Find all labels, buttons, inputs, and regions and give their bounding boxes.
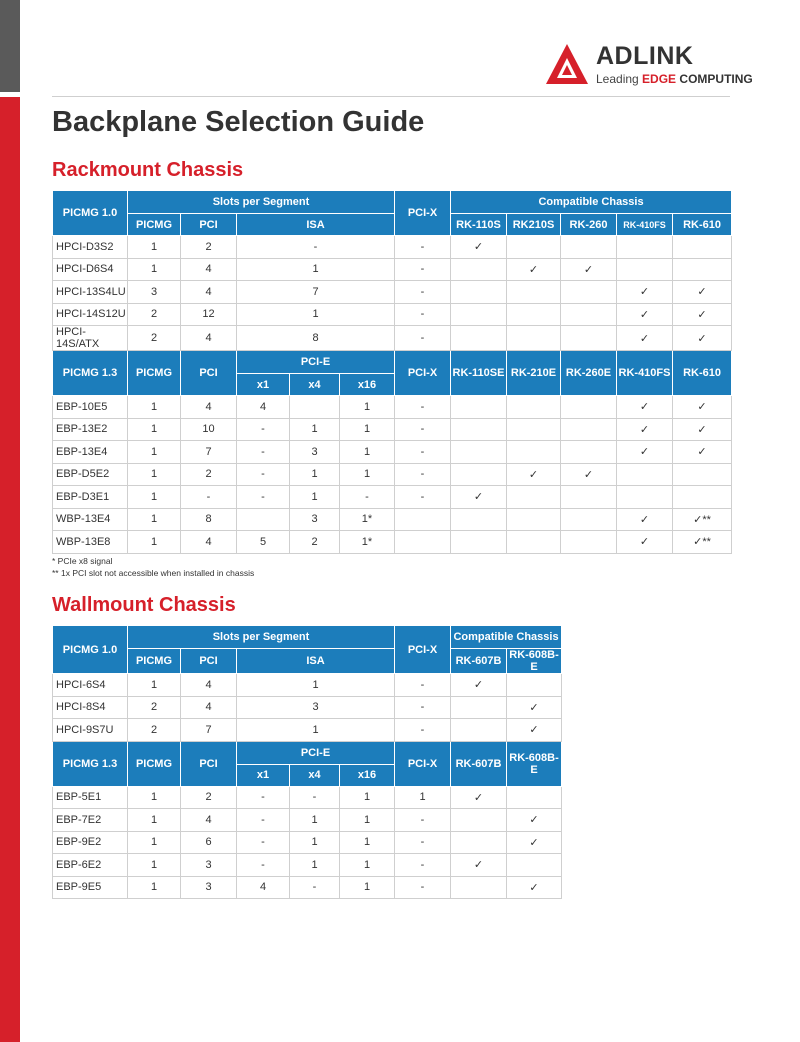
col-pcix: PCI-X — [395, 351, 451, 396]
table-row — [53, 303, 732, 326]
col-picmg: PICMG — [128, 351, 181, 396]
table-cell: 4 — [181, 531, 237, 554]
model-name: EBP-10E5 — [53, 396, 128, 419]
table-cell: - — [395, 486, 451, 509]
table-cell — [451, 696, 507, 719]
table-cell: - — [395, 281, 451, 304]
table-cell: 1 — [340, 854, 395, 877]
col-pci: PCI — [181, 214, 237, 236]
table-cell: ✓ — [673, 418, 732, 441]
table-cell: 3 — [290, 508, 340, 531]
col-chassis: RK-110S — [451, 214, 507, 236]
table-cell: - — [395, 809, 451, 832]
col-pcie-x16: x16 — [340, 374, 395, 396]
table-cell: ✓ — [507, 696, 562, 719]
table-cell — [561, 441, 617, 464]
table-row — [53, 326, 732, 351]
col-chassis: RK-610 — [673, 351, 732, 396]
col-picmg13: PICMG 1.3 — [53, 741, 128, 786]
table-cell — [507, 531, 561, 554]
table-cell: - — [395, 236, 451, 259]
table-cell: ✓ — [617, 396, 673, 419]
adlink-logo — [546, 42, 753, 90]
table-cell: 3 — [237, 696, 395, 719]
table-cell: 1 — [340, 418, 395, 441]
table-cell: - — [395, 674, 451, 697]
table-cell — [561, 326, 617, 351]
table-row — [53, 441, 732, 464]
rackmount-table — [52, 190, 732, 554]
model-name: HPCI-9S7U — [53, 719, 128, 742]
table-cell: - — [395, 258, 451, 281]
table-cell: - — [395, 696, 451, 719]
table-cell: 2 — [181, 463, 237, 486]
table-cell: - — [237, 809, 290, 832]
table-cell: 1 — [128, 854, 181, 877]
model-name: EBP-7E2 — [53, 809, 128, 832]
col-picmg: PICMG — [128, 214, 181, 236]
col-picmg: PICMG — [128, 649, 181, 674]
table-cell — [561, 531, 617, 554]
page-title: Backplane Selection Guide — [52, 106, 425, 138]
table-cell: ✓** — [673, 508, 732, 531]
table-cell: 1 — [340, 396, 395, 419]
table-cell — [507, 281, 561, 304]
table-row — [53, 486, 732, 509]
table-cell: 2 — [181, 236, 237, 259]
table-cell: ✓ — [561, 258, 617, 281]
table-cell: 1 — [290, 854, 340, 877]
table-cell — [507, 236, 561, 259]
table-row — [53, 531, 732, 554]
table-cell — [451, 258, 507, 281]
table-cell: - — [237, 831, 290, 854]
table-cell: 2 — [181, 786, 237, 809]
table-cell: ✓ — [507, 831, 562, 854]
col-pcix: PCI-X — [395, 191, 451, 236]
table-cell: 1 — [395, 786, 451, 809]
table-cell: ✓ — [451, 236, 507, 259]
col-chassis: RK-608B-E — [507, 649, 562, 674]
col-pci: PCI — [181, 741, 237, 786]
table-cell: - — [395, 326, 451, 351]
table-cell — [673, 486, 732, 509]
table-cell — [617, 486, 673, 509]
table-cell — [561, 418, 617, 441]
table-cell: - — [237, 486, 290, 509]
table-cell: - — [340, 486, 395, 509]
table-cell: 3 — [128, 281, 181, 304]
table-cell: 4 — [181, 674, 237, 697]
table-cell: 7 — [181, 441, 237, 464]
table-cell: 5 — [237, 531, 290, 554]
col-chassis: RK-410FS — [617, 214, 673, 236]
col-chassis: RK210S — [507, 214, 561, 236]
table-cell: 2 — [128, 303, 181, 326]
col-chassis: RK-410FS — [617, 351, 673, 396]
table-cell — [673, 258, 732, 281]
table-cell — [561, 396, 617, 419]
col-chassis: RK-607B — [451, 741, 507, 786]
footnote: * PCIe x8 signal — [52, 556, 113, 566]
col-chassis: RK-210E — [507, 351, 561, 396]
table-cell: - — [395, 854, 451, 877]
col-chassis: RK-608B-E — [507, 741, 562, 786]
col-picmg10: PICMG 1.0 — [53, 626, 128, 674]
page-edge-red — [0, 97, 20, 1042]
table-cell — [451, 809, 507, 832]
table-cell: ✓ — [617, 441, 673, 464]
col-slots-per-segment: Slots per Segment — [128, 626, 395, 649]
table-cell — [451, 531, 507, 554]
model-name: EBP-D5E2 — [53, 463, 128, 486]
col-isa: ISA — [237, 649, 395, 674]
table-row — [53, 876, 562, 899]
table-cell: 1 — [128, 418, 181, 441]
table-row — [53, 236, 732, 259]
col-pcie-x4: x4 — [290, 764, 340, 786]
table-cell: 1 — [128, 463, 181, 486]
col-pcix: PCI-X — [395, 626, 451, 674]
footnotes — [52, 555, 254, 579]
table-row — [53, 719, 562, 742]
table-cell — [451, 719, 507, 742]
model-name: HPCI-14S/ATX — [53, 326, 128, 351]
table-cell: ✓ — [673, 303, 732, 326]
table-cell: 8 — [181, 508, 237, 531]
table-cell: - — [395, 303, 451, 326]
col-picmg10: PICMG 1.0 — [53, 191, 128, 236]
table-cell: - — [395, 719, 451, 742]
table-cell: 1 — [237, 674, 395, 697]
table-cell: 4 — [181, 281, 237, 304]
table-row — [53, 508, 732, 531]
col-pcie: PCI-E — [237, 351, 395, 374]
table-cell: 4 — [237, 396, 290, 419]
table-cell: 1 — [128, 809, 181, 832]
table-cell: 2 — [128, 719, 181, 742]
table-cell: 1 — [290, 463, 340, 486]
table-cell: 4 — [181, 396, 237, 419]
table-cell: 1* — [340, 531, 395, 554]
footnote: ** 1x PCI slot not accessible when installed in chassis — [52, 568, 255, 578]
table-cell — [507, 326, 561, 351]
col-compatible-chassis: Compatible Chassis — [451, 626, 562, 649]
logo-tagline: Leading EDGE COMPUTING — [596, 72, 753, 86]
table-cell: - — [237, 236, 395, 259]
table-cell: ✓ — [507, 876, 562, 899]
table-cell: ✓ — [673, 441, 732, 464]
table-cell — [561, 236, 617, 259]
table-cell — [237, 508, 290, 531]
table-cell: ✓ — [507, 809, 562, 832]
table-cell: 1 — [128, 486, 181, 509]
table-cell: 1 — [237, 719, 395, 742]
table-cell: 1 — [340, 876, 395, 899]
table-cell: 1 — [340, 809, 395, 832]
table-cell — [561, 281, 617, 304]
table-cell: 1 — [128, 531, 181, 554]
table-row — [53, 396, 732, 419]
table-cell: 1 — [128, 396, 181, 419]
model-name: HPCI-D6S4 — [53, 258, 128, 281]
table-row — [53, 696, 562, 719]
col-pcie-x1: x1 — [237, 374, 290, 396]
model-name: EBP-9E5 — [53, 876, 128, 899]
rackmount-title: Rackmount Chassis — [52, 159, 244, 181]
model-name: HPCI-13S4LU — [53, 281, 128, 304]
table-row — [53, 281, 732, 304]
table-cell: ✓ — [617, 303, 673, 326]
table-cell: - — [181, 486, 237, 509]
table-cell — [507, 854, 562, 877]
table-row — [53, 854, 562, 877]
table-cell: 8 — [237, 326, 395, 351]
col-chassis: RK-110SE — [451, 351, 507, 396]
table-cell: ✓ — [617, 281, 673, 304]
table-cell: - — [395, 396, 451, 419]
table-cell: - — [395, 463, 451, 486]
table-cell: 1 — [290, 418, 340, 441]
table-cell: ✓ — [617, 418, 673, 441]
table-cell: ✓ — [451, 486, 507, 509]
table-cell: 3 — [181, 854, 237, 877]
table-cell: ✓ — [617, 326, 673, 351]
table-row — [53, 809, 562, 832]
table-cell: - — [237, 854, 290, 877]
table-cell: 1 — [340, 441, 395, 464]
table-cell: ✓ — [451, 854, 507, 877]
col-pci: PCI — [181, 649, 237, 674]
table-cell — [561, 303, 617, 326]
col-picmg: PICMG — [128, 741, 181, 786]
table-cell — [507, 508, 561, 531]
table-cell — [507, 674, 562, 697]
table-cell: 1 — [237, 303, 395, 326]
table-cell: - — [290, 876, 340, 899]
model-name: HPCI-D3S2 — [53, 236, 128, 259]
model-name: EBP-13E4 — [53, 441, 128, 464]
table-cell: 1 — [128, 876, 181, 899]
table-cell: - — [395, 831, 451, 854]
model-name: HPCI-6S4 — [53, 674, 128, 697]
table-cell — [451, 463, 507, 486]
table-cell: ✓ — [673, 396, 732, 419]
table-cell: 4 — [181, 696, 237, 719]
table-cell: 1 — [128, 831, 181, 854]
logo-name: ADLINK — [596, 42, 694, 70]
table-row — [53, 831, 562, 854]
table-cell — [395, 531, 451, 554]
table-cell: ✓ — [673, 326, 732, 351]
table-cell: 3 — [181, 876, 237, 899]
table-cell: - — [395, 876, 451, 899]
table-cell: 1 — [290, 486, 340, 509]
col-pci: PCI — [181, 351, 237, 396]
table-cell: 4 — [181, 258, 237, 281]
table-cell — [451, 326, 507, 351]
table-cell: ✓ — [561, 463, 617, 486]
table-cell: 1 — [128, 508, 181, 531]
table-cell — [451, 396, 507, 419]
table-cell: 1 — [237, 258, 395, 281]
adlink-triangle-icon — [546, 44, 588, 88]
table-cell: 1 — [340, 463, 395, 486]
table-cell: 3 — [290, 441, 340, 464]
model-name: EBP-5E1 — [53, 786, 128, 809]
table-row — [53, 463, 732, 486]
model-name: EBP-13E2 — [53, 418, 128, 441]
col-pcie-x1: x1 — [237, 764, 290, 786]
col-pcie-x16: x16 — [340, 764, 395, 786]
table-cell — [451, 303, 507, 326]
table-cell — [561, 508, 617, 531]
table-cell: 4 — [237, 876, 290, 899]
table-cell: ✓ — [451, 786, 507, 809]
table-cell: 1 — [340, 786, 395, 809]
table-cell — [507, 486, 561, 509]
model-name: EBP-6E2 — [53, 854, 128, 877]
table-cell: ✓ — [507, 719, 562, 742]
col-chassis: RK-607B — [451, 649, 507, 674]
col-chassis: RK-260 — [561, 214, 617, 236]
table-cell — [290, 396, 340, 419]
table-cell: 1 — [128, 674, 181, 697]
table-cell: 1 — [128, 786, 181, 809]
table-cell — [673, 463, 732, 486]
col-slots-per-segment: Slots per Segment — [128, 191, 395, 214]
table-cell — [451, 281, 507, 304]
table-cell — [451, 876, 507, 899]
table-cell: 4 — [181, 809, 237, 832]
table-row — [53, 418, 732, 441]
table-cell: - — [237, 786, 290, 809]
table-cell: 6 — [181, 831, 237, 854]
table-cell: 1 — [128, 441, 181, 464]
table-cell: ✓ — [673, 281, 732, 304]
col-pcie-x4: x4 — [290, 374, 340, 396]
table-cell — [451, 441, 507, 464]
table-cell — [451, 418, 507, 441]
header-rule — [52, 96, 730, 97]
table-cell: 7 — [181, 719, 237, 742]
col-chassis: RK-260E — [561, 351, 617, 396]
table-row — [53, 786, 562, 809]
table-cell: ✓ — [451, 674, 507, 697]
table-cell: 1 — [128, 236, 181, 259]
table-cell: 1 — [290, 809, 340, 832]
table-cell: - — [237, 441, 290, 464]
table-cell: 4 — [181, 326, 237, 351]
table-cell: ✓ — [507, 463, 561, 486]
col-chassis: RK-610 — [673, 214, 732, 236]
table-cell: - — [395, 441, 451, 464]
table-row — [53, 258, 732, 281]
table-cell — [507, 418, 561, 441]
table-cell — [451, 831, 507, 854]
table-cell: 2 — [128, 326, 181, 351]
table-cell — [561, 486, 617, 509]
table-cell — [395, 508, 451, 531]
table-cell: ✓ — [617, 531, 673, 554]
table-cell — [507, 396, 561, 419]
table-cell — [507, 786, 562, 809]
col-compatible-chassis: Compatible Chassis — [451, 191, 732, 214]
table-cell — [451, 508, 507, 531]
table-cell: 7 — [237, 281, 395, 304]
table-cell: 1 — [340, 831, 395, 854]
table-cell: 1 — [128, 258, 181, 281]
page-edge-gray — [0, 0, 20, 92]
table-cell — [617, 236, 673, 259]
wallmount-table — [52, 625, 562, 899]
model-name: WBP-13E8 — [53, 531, 128, 554]
table-cell: 12 — [181, 303, 237, 326]
table-cell: - — [237, 463, 290, 486]
col-pcie: PCI-E — [237, 741, 395, 764]
model-name: EBP-D3E1 — [53, 486, 128, 509]
table-cell: 2 — [128, 696, 181, 719]
table-cell: 1* — [340, 508, 395, 531]
col-picmg13: PICMG 1.3 — [53, 351, 128, 396]
table-cell: - — [237, 418, 290, 441]
table-cell: ✓ — [617, 508, 673, 531]
table-cell: - — [290, 786, 340, 809]
model-name: HPCI-8S4 — [53, 696, 128, 719]
table-cell — [507, 303, 561, 326]
col-pcix: PCI-X — [395, 741, 451, 786]
wallmount-title: Wallmount Chassis — [52, 594, 236, 616]
table-cell: ✓ — [507, 258, 561, 281]
model-name: HPCI-14S12U — [53, 303, 128, 326]
model-name: WBP-13E4 — [53, 508, 128, 531]
table-cell: ✓** — [673, 531, 732, 554]
table-cell — [617, 463, 673, 486]
table-row — [53, 674, 562, 697]
table-cell: - — [395, 418, 451, 441]
table-cell: 1 — [290, 831, 340, 854]
model-name: EBP-9E2 — [53, 831, 128, 854]
table-cell — [673, 236, 732, 259]
table-cell — [507, 441, 561, 464]
table-cell: 2 — [290, 531, 340, 554]
col-isa: ISA — [237, 214, 395, 236]
table-cell: 10 — [181, 418, 237, 441]
table-cell — [617, 258, 673, 281]
